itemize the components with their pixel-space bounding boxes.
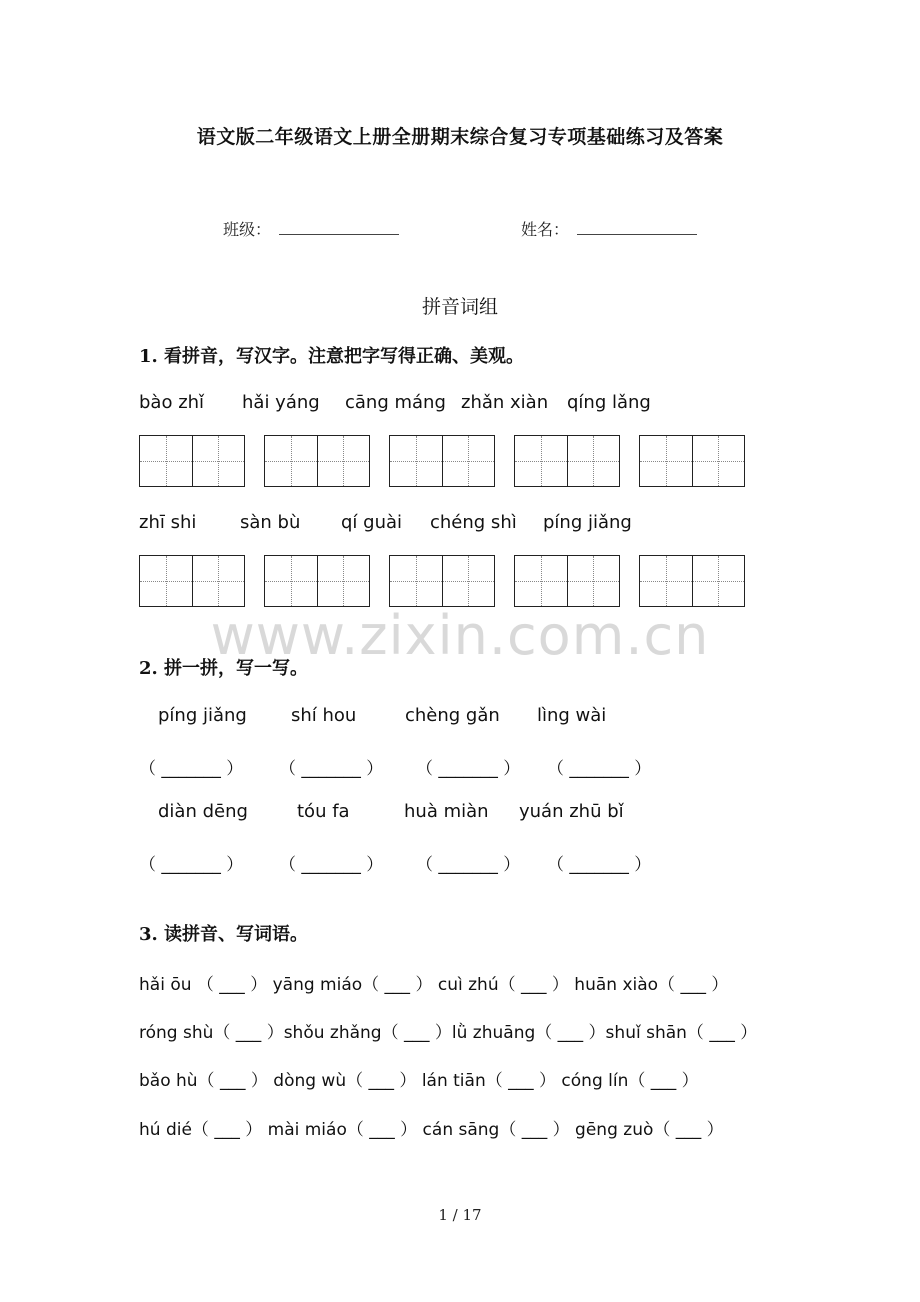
writing-grid-box[interactable]	[639, 435, 745, 487]
pinyin-word: zhī shi	[139, 512, 197, 533]
question-1-title: 1. 看拼音，写汉字。注意把字写得正确、美观。	[139, 346, 525, 367]
pinyin-word: qí guài	[341, 512, 403, 533]
section-title: 拼音词组	[421, 296, 498, 318]
pinyin-word: píng jiǎng	[543, 512, 632, 533]
pinyin-word: yuán zhū bǐ	[519, 801, 624, 822]
document-title: 语文版二年级语文上册全册期末综合复习专项基础练习及答案	[196, 126, 724, 148]
answer-blank[interactable]: （ _______ ）	[139, 855, 244, 875]
writing-grid-box[interactable]	[514, 555, 620, 607]
answer-blank[interactable]: （ _______ ）	[547, 855, 652, 875]
pinyin-word: lìng wài	[537, 705, 607, 726]
pinyin-word: tóu fa	[297, 801, 350, 822]
pinyin-word: chèng gǎn	[405, 705, 500, 726]
class-field[interactable]	[279, 234, 399, 235]
writing-grid-box[interactable]	[139, 555, 245, 607]
pinyin-word: sàn bù	[240, 512, 301, 533]
answer-blank[interactable]: （ _______ ）	[139, 759, 244, 779]
writing-grid-box[interactable]	[389, 435, 495, 487]
pinyin-word: bào zhǐ	[139, 392, 205, 413]
pinyin-word: cāng máng	[345, 392, 446, 413]
pinyin-word: huà miàn	[404, 801, 489, 822]
writing-grid-box[interactable]	[264, 435, 370, 487]
page-number: 1 / 17	[438, 1206, 482, 1224]
pinyin-word: hǎi yáng	[242, 392, 320, 413]
pinyin-answer-line[interactable]: hǎi ōu （ ___ ） yāng miáo（ ___ ） cuì zhú（ ___ ） huān xiào（ ___ ）	[139, 975, 729, 995]
watermark: www.zixin.com.cn	[210, 604, 710, 667]
pinyin-word: qíng lǎng	[567, 392, 651, 413]
pinyin-word: zhǎn xiàn	[461, 392, 549, 413]
writing-grid-box[interactable]	[264, 555, 370, 607]
writing-grid-box[interactable]	[389, 555, 495, 607]
writing-grid-box[interactable]	[639, 555, 745, 607]
question-3-title: 3. 读拼音、写词语。	[139, 924, 309, 945]
pinyin-word: chéng shì	[430, 512, 517, 533]
answer-blank[interactable]: （ _______ ）	[279, 759, 384, 779]
class-label: 班级：	[223, 220, 272, 239]
pinyin-answer-line[interactable]: hú dié（ ___ ） mài miáo（ ___ ） cán sāng（ ___ ） gēng zuò（ ___ ）	[139, 1120, 724, 1140]
answer-blank[interactable]: （ _______ ）	[279, 855, 384, 875]
name-field[interactable]	[577, 234, 697, 235]
name-label: 姓名：	[521, 220, 570, 239]
answer-blank[interactable]: （ _______ ）	[416, 759, 521, 779]
answer-blank[interactable]: （ _______ ）	[547, 759, 652, 779]
pinyin-answer-line[interactable]: bǎo hù（ ___ ） dòng wù（ ___ ） lán tiān（ ___ ） cóng lín（ ___ ）	[139, 1071, 699, 1091]
pinyin-word: diàn dēng	[158, 801, 248, 822]
pinyin-word: píng jiǎng	[158, 705, 247, 726]
pinyin-answer-line[interactable]: róng shù（ ___ ）shǒu zhǎng（ ___ ）lǜ zhuāng（ ___ ）shuǐ shān（ ___ ）	[139, 1023, 758, 1043]
answer-blank[interactable]: （ _______ ）	[416, 855, 521, 875]
question-2-title: 2. 拼一拼，写一写。	[139, 658, 309, 679]
writing-grid-box[interactable]	[139, 435, 245, 487]
writing-grid-box[interactable]	[514, 435, 620, 487]
pinyin-word: shí hou	[291, 705, 357, 726]
